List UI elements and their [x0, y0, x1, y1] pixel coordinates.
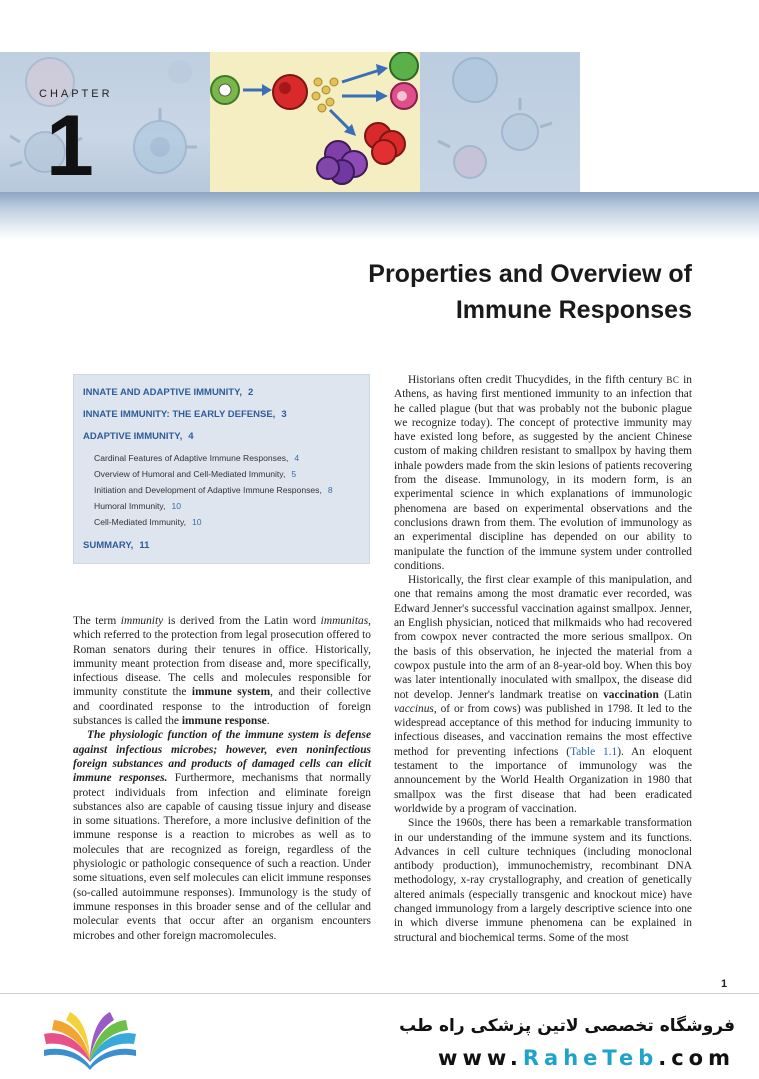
toc-subitem-label: Overview of Humoral and Cell-Mediated Immunity,	[94, 469, 286, 479]
text-run: , and their collective and coordinated response to the introduction of foreign substances is called the	[73, 686, 371, 728]
toc-subitem-humoral-immunity[interactable]	[83, 498, 359, 514]
toc-subitem-initiation-development[interactable]	[83, 482, 359, 498]
paragraph	[394, 573, 692, 816]
toc-subitem-label: Humoral Immunity,	[94, 501, 166, 511]
italic-term: immunity	[120, 615, 164, 627]
toc-item-innate-adaptive[interactable]	[83, 387, 359, 398]
body-column-left	[73, 614, 371, 943]
store-url[interactable]	[438, 1046, 735, 1070]
text-run: Since the 1960s, there has been a remarkable transformation in our understanding of the immune system and its functions. Advances in cell culture techniques (including monoclonal antibody production), immunochemistry, recombinant DNA methodology, x-ray crystallography, and creation of genetically altered animals (especially transgenic and knockout mice) have changed immunology from a largely descriptive science into one in which diverse immune phenomena can be explained in structural and biochemical terms. Some of the most	[394, 817, 692, 944]
key-term: immune system	[191, 686, 271, 699]
toc-item-label: INNATE IMMUNITY: THE EARLY DEFENSE,	[83, 409, 276, 420]
footer-divider	[0, 993, 759, 994]
text-run: , of or from cows) was published in 1798. It led to the widespread acceptance of this method for inducing immunity to infectious diseases, and vaccination remains the most effective method for preventing infections (	[394, 702, 692, 758]
toc-item-page: 2	[248, 387, 254, 398]
text-run: Furthermore, mechanisms that normally protect individuals from infection and eliminate foreign substances also are capable of causing tissue injury and disease in some situations. Therefore, a more inclusive definition of the immune response is a reaction to microbes as well as to molecules that are recognized as foreign, regardless of the physiologic or pathologic consequence of such a reaction. Under some situations, even self molecules can elicit immune responses (so-called autoimmune responses). Immunology is the study of immune responses in this broader sense and of the cellular and molecular events that occur after an organism encounters microbes and other foreign macromolecules.	[73, 772, 372, 942]
url-part: .com	[658, 1046, 735, 1070]
text-run: , which referred to the protection from legal prosecution offered to Roman senators during their tenures in office. Historically, immunity meant protection from disease and, more specifically, infectious disease. The cells and molecules responsible for immunity constitute the	[73, 615, 371, 699]
banner-chapter-panel	[580, 52, 759, 192]
chapter-title-line-2: Immune Responses	[455, 296, 692, 324]
chapter-title-line-1: Properties and Overview of	[368, 260, 692, 288]
chapter-title	[368, 256, 692, 328]
text-run: (Latin	[658, 688, 692, 701]
toc-subitem-label: Cardinal Features of Adaptive Immune Responses,	[94, 453, 289, 463]
page-number: 1	[721, 978, 728, 990]
toc-subitem-humoral-cell-mediated[interactable]	[83, 466, 359, 482]
toc-subitem-page: 10	[171, 501, 182, 511]
emphasis-statement: The physiologic function of the immune system is defense against infectious microbes; however, even noninfectious foreign substances and products of damaged cells can elicit immune responses.	[73, 729, 371, 785]
open-book-logo-icon	[40, 1010, 140, 1072]
toc-subitem-page: 10	[192, 517, 202, 527]
small-caps-text: BC	[666, 375, 680, 385]
toc-item-label: INNATE AND ADAPTIVE IMMUNITY,	[83, 387, 243, 398]
toc-subitem-page: 8	[327, 485, 333, 495]
banner-fade-band	[0, 192, 759, 240]
text-run: The term	[73, 615, 121, 627]
italic-term: immunitas	[320, 615, 369, 627]
chapter-label: CHAPTER	[39, 88, 113, 100]
toc-item-adaptive-immunity[interactable]	[83, 431, 359, 442]
store-name-persian: فروشگاه تخصصی لاتین پزشکی راه طب	[399, 1016, 735, 1036]
text-run: .	[266, 715, 270, 728]
text-run: is derived from the Latin word	[163, 615, 321, 627]
toc-subitem-label: Initiation and Development of Adaptive Immune Responses,	[94, 485, 322, 495]
key-term: vaccination	[603, 688, 659, 701]
toc-subitem-page: 5	[291, 469, 297, 479]
chapter-outline-box	[73, 374, 370, 564]
toc-subitem-cardinal-features[interactable]	[83, 450, 359, 466]
italic-term: vaccinus	[394, 702, 434, 715]
paragraph	[73, 614, 371, 728]
toc-subitem-label: Cell-Mediated Immunity,	[94, 517, 187, 527]
key-term: immune response	[181, 715, 267, 728]
paragraph	[394, 373, 692, 573]
chapter-number: 1	[46, 98, 94, 192]
toc-item-label: ADAPTIVE IMMUNITY,	[83, 431, 183, 442]
toc-item-page: 11	[139, 540, 150, 551]
toc-subitem-page: 4	[294, 453, 300, 463]
toc-item-page: 4	[188, 431, 194, 442]
text-run: ). An eloquent testament to the importance of immunology was the announcement by the World Health Organization in 1980 that smallpox was the first disease that had been eradicated worldwide by a program of vaccination.	[394, 745, 692, 815]
toc-item-label: SUMMARY,	[83, 540, 134, 551]
text-run: Historically, the first clear example of this manipulation, and one that remains among the most dramatic ever recorded, was Edward Jenner's successful vaccination against smallpox. Jenner, an English physician, noticed that milkmaids who had recovered from cowpox never contracted the more serious smallpox. On the basis of this observation, he injected the material from a cowpox pustule into the arm of an 8-year-old boy. When this boy was later intentionally inoculated with smallpox, the disease did not develop. Jenner's landmark treatise on	[394, 574, 692, 701]
chapter-banner	[0, 52, 759, 192]
paragraph	[394, 816, 692, 945]
url-part: www.	[438, 1046, 523, 1070]
toc-subitems	[83, 450, 359, 530]
toc-item-page: 3	[281, 409, 287, 420]
text-run: Historians often credit Thucydides, in the fifth century	[408, 374, 667, 386]
toc-subitem-cell-mediated-immunity[interactable]	[83, 514, 359, 530]
toc-item-summary[interactable]	[83, 540, 359, 551]
url-brand: RaheTeb	[522, 1046, 659, 1070]
paragraph	[73, 728, 371, 942]
table-reference-link[interactable]: Table 1.1	[570, 745, 618, 758]
body-column-right	[394, 373, 692, 945]
toc-item-innate-immunity[interactable]	[83, 409, 359, 420]
text-run: in Athens, as having first mentioned immunity to an infection that he called plague (but that was probably not the bubonic plague we recognize today). The concept of protective immunity may have existed long before, as suggested by the ancient Chinese custom of making children resistant to smallpox by having them inhale powders made from the skin lesions of patients recovering from the disease. Immunology, in its modern form, is an experimental science in which explanations of immunologic phenomena are based on experimental observations and the conclusions drawn from them. The evolution of immunology as an experimental discipline has depended on our ability to manipulate the function of the immune system under controlled conditions.	[394, 374, 692, 572]
